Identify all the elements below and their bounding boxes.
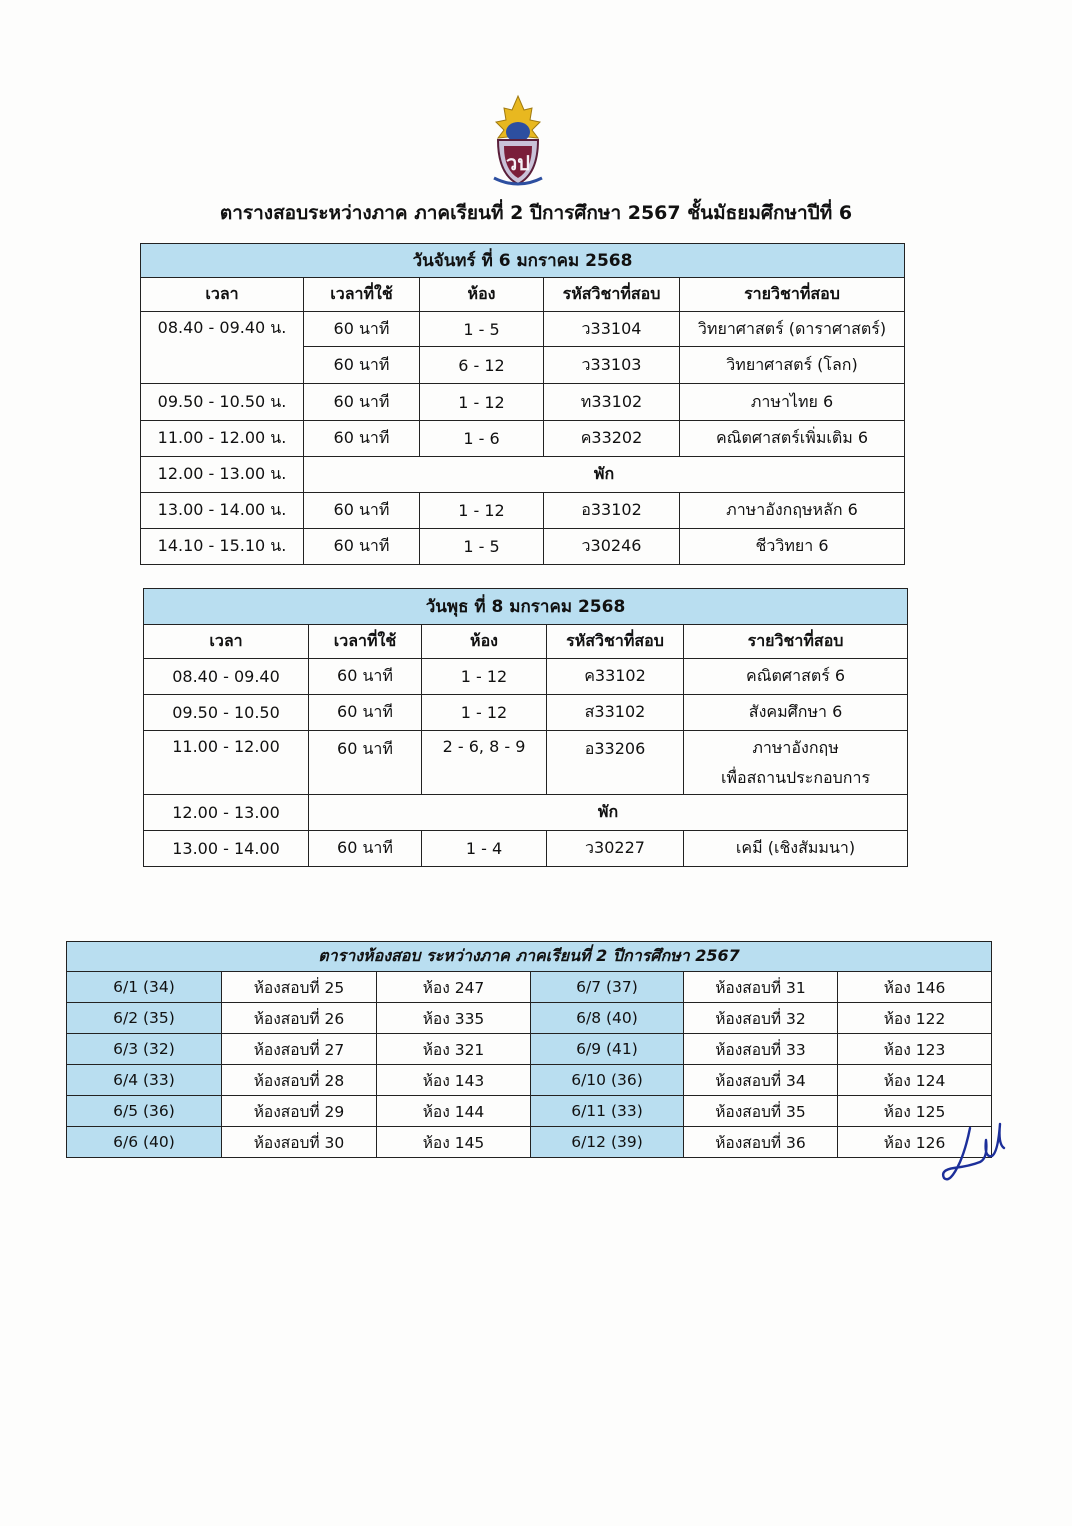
break-cell: พัก [304, 457, 905, 493]
rooms-cell: 2 - 6, 8 - 9 [422, 731, 547, 795]
duration-cell: 60 นาที [309, 695, 422, 731]
rooms-cell: 1 - 6 [420, 421, 544, 457]
rooms-table-heading: ตารางห้องสอบ ระหว่างภาค ภาคเรียนที่ 2 ปีการศึกษา 2567 [67, 942, 992, 972]
col-header-time: เวลา [141, 278, 304, 312]
rooms-cell: 1 - 5 [420, 529, 544, 565]
time-cell: 11.00 - 12.00 [144, 731, 309, 795]
duration-cell: 60 นาที [304, 493, 420, 529]
table-row [67, 1034, 992, 1065]
subject-cell: วิทยาศาสตร์ (โลก) [680, 347, 905, 384]
subject-cell [684, 731, 908, 795]
code-cell: ว33103 [544, 347, 680, 384]
col-header-duration: เวลาที่ใช้ [304, 278, 420, 312]
rooms-cell: 6 - 12 [420, 347, 544, 384]
day2-heading: วันพุธ ที่ 8 มกราคม 2568 [144, 589, 908, 625]
col-header-code: รหัสวิชาที่สอบ [544, 278, 680, 312]
room-cell: ห้อง 124 [838, 1065, 992, 1096]
table-row [141, 529, 905, 565]
duration-cell: 60 นาที [309, 731, 422, 795]
class-cell: 6/9 (41) [531, 1034, 684, 1065]
exam-schedule-day2 [143, 588, 908, 867]
code-cell: ส33102 [547, 695, 684, 731]
time-cell: 12.00 - 13.00 [144, 795, 309, 831]
room-cell: ห้อง 126 [838, 1127, 992, 1158]
subject-line-1: ภาษาอังกฤษ [752, 737, 839, 757]
time-cell: 12.00 - 13.00 น. [141, 457, 304, 493]
class-cell: 6/5 (36) [67, 1096, 222, 1127]
col-header-time: เวลา [144, 625, 309, 659]
subject-cell: ภาษาไทย 6 [680, 384, 905, 421]
table-row [67, 972, 992, 1003]
svg-text:วป: วป [506, 151, 530, 175]
table-row [141, 421, 905, 457]
exam-rooms-table [66, 941, 992, 1158]
code-cell: อ33102 [544, 493, 680, 529]
class-cell: 6/7 (37) [531, 972, 684, 1003]
duration-cell: 60 นาที [309, 659, 422, 695]
day1-heading: วันจันทร์ ที่ 6 มกราคม 2568 [141, 244, 905, 278]
class-cell: 6/4 (33) [67, 1065, 222, 1096]
room-cell: ห้อง 123 [838, 1034, 992, 1065]
table-row [141, 493, 905, 529]
exam-room-cell: ห้องสอบที่ 33 [684, 1034, 838, 1065]
room-cell: ห้อง 145 [377, 1127, 531, 1158]
room-cell: ห้อง 247 [377, 972, 531, 1003]
table-row [144, 731, 908, 795]
room-cell: ห้อง 125 [838, 1096, 992, 1127]
subject-cell: วิทยาศาสตร์ (ดาราศาสตร์) [680, 312, 905, 347]
class-cell: 6/8 (40) [531, 1003, 684, 1034]
class-cell: 6/6 (40) [67, 1127, 222, 1158]
room-cell: ห้อง 146 [838, 972, 992, 1003]
col-header-subject: รายวิชาที่สอบ [680, 278, 905, 312]
class-cell: 6/10 (36) [531, 1065, 684, 1096]
subject-cell: เคมี (เชิงสัมมนา) [684, 831, 908, 867]
col-header-duration: เวลาที่ใช้ [309, 625, 422, 659]
exam-room-cell: ห้องสอบที่ 31 [684, 972, 838, 1003]
col-header-rooms: ห้อง [420, 278, 544, 312]
time-cell: 09.50 - 10.50 น. [141, 384, 304, 421]
time-cell: 08.40 - 09.40 น. [141, 312, 304, 384]
rooms-cell: 1 - 12 [422, 659, 547, 695]
table-row [141, 312, 905, 347]
subject-cell: ชีววิทยา 6 [680, 529, 905, 565]
code-cell: ค33202 [544, 421, 680, 457]
table-row [67, 1127, 992, 1158]
duration-cell: 60 นาที [309, 831, 422, 867]
table-row [67, 1065, 992, 1096]
time-cell: 13.00 - 14.00 [144, 831, 309, 867]
table-row [141, 384, 905, 421]
exam-room-cell: ห้องสอบที่ 35 [684, 1096, 838, 1127]
handwritten-signature [940, 1118, 1010, 1190]
col-header-subject: รายวิชาที่สอบ [684, 625, 908, 659]
table-row [67, 1003, 992, 1034]
duration-cell: 60 นาที [304, 529, 420, 565]
room-cell: ห้อง 144 [377, 1096, 531, 1127]
time-cell: 09.50 - 10.50 [144, 695, 309, 731]
exam-room-cell: ห้องสอบที่ 34 [684, 1065, 838, 1096]
exam-room-cell: ห้องสอบที่ 36 [684, 1127, 838, 1158]
duration-cell: 60 นาที [304, 421, 420, 457]
rooms-cell: 1 - 4 [422, 831, 547, 867]
table-row [67, 1096, 992, 1127]
exam-room-cell: ห้องสอบที่ 29 [222, 1096, 377, 1127]
time-cell: 14.10 - 15.10 น. [141, 529, 304, 565]
document-title: ตารางสอบระหว่างภาค ภาคเรียนที่ 2 ปีการศึกษา 2567 ชั้นมัธยมศึกษาปีที่ 6 [219, 202, 853, 224]
code-cell: ว33104 [544, 312, 680, 347]
room-cell: ห้อง 143 [377, 1065, 531, 1096]
subject-line-2: เพื่อสถานประกอบการ [721, 767, 871, 787]
exam-room-cell: ห้องสอบที่ 27 [222, 1034, 377, 1065]
room-cell: ห้อง 122 [838, 1003, 992, 1034]
code-cell: ว30227 [547, 831, 684, 867]
duration-cell: 60 นาที [304, 384, 420, 421]
table-row [144, 659, 908, 695]
exam-room-cell: ห้องสอบที่ 28 [222, 1065, 377, 1096]
table-row [144, 795, 908, 831]
subject-cell: คณิตศาสตร์เพิ่มเติม 6 [680, 421, 905, 457]
code-cell: ค33102 [547, 659, 684, 695]
school-emblem-logo [488, 92, 548, 192]
rooms-cell: 1 - 12 [420, 493, 544, 529]
class-cell: 6/1 (34) [67, 972, 222, 1003]
room-cell: ห้อง 335 [377, 1003, 531, 1034]
exam-room-cell: ห้องสอบที่ 30 [222, 1127, 377, 1158]
room-cell: ห้อง 321 [377, 1034, 531, 1065]
time-cell: 08.40 - 09.40 [144, 659, 309, 695]
class-cell: 6/3 (32) [67, 1034, 222, 1065]
exam-room-cell: ห้องสอบที่ 25 [222, 972, 377, 1003]
duration-cell: 60 นาที [304, 312, 420, 347]
rooms-cell: 1 - 5 [420, 312, 544, 347]
code-cell: ท33102 [544, 384, 680, 421]
table-row [144, 831, 908, 867]
col-header-rooms: ห้อง [422, 625, 547, 659]
subject-cell: ภาษาอังกฤษหลัก 6 [680, 493, 905, 529]
rooms-cell: 1 - 12 [420, 384, 544, 421]
duration-cell: 60 นาที [304, 347, 420, 384]
break-cell: พัก [309, 795, 908, 831]
subject-cell: คณิตศาสตร์ 6 [684, 659, 908, 695]
exam-room-cell: ห้องสอบที่ 32 [684, 1003, 838, 1034]
exam-schedule-day1 [140, 243, 905, 565]
col-header-code: รหัสวิชาที่สอบ [547, 625, 684, 659]
code-cell: ว30246 [544, 529, 680, 565]
class-cell: 6/2 (35) [67, 1003, 222, 1034]
subject-cell: สังคมศึกษา 6 [684, 695, 908, 731]
time-cell: 11.00 - 12.00 น. [141, 421, 304, 457]
class-cell: 6/12 (39) [531, 1127, 684, 1158]
table-row [141, 457, 905, 493]
class-cell: 6/11 (33) [531, 1096, 684, 1127]
code-cell: อ33206 [547, 731, 684, 795]
time-cell: 13.00 - 14.00 น. [141, 493, 304, 529]
exam-room-cell: ห้องสอบที่ 26 [222, 1003, 377, 1034]
table-row [144, 695, 908, 731]
rooms-cell: 1 - 12 [422, 695, 547, 731]
